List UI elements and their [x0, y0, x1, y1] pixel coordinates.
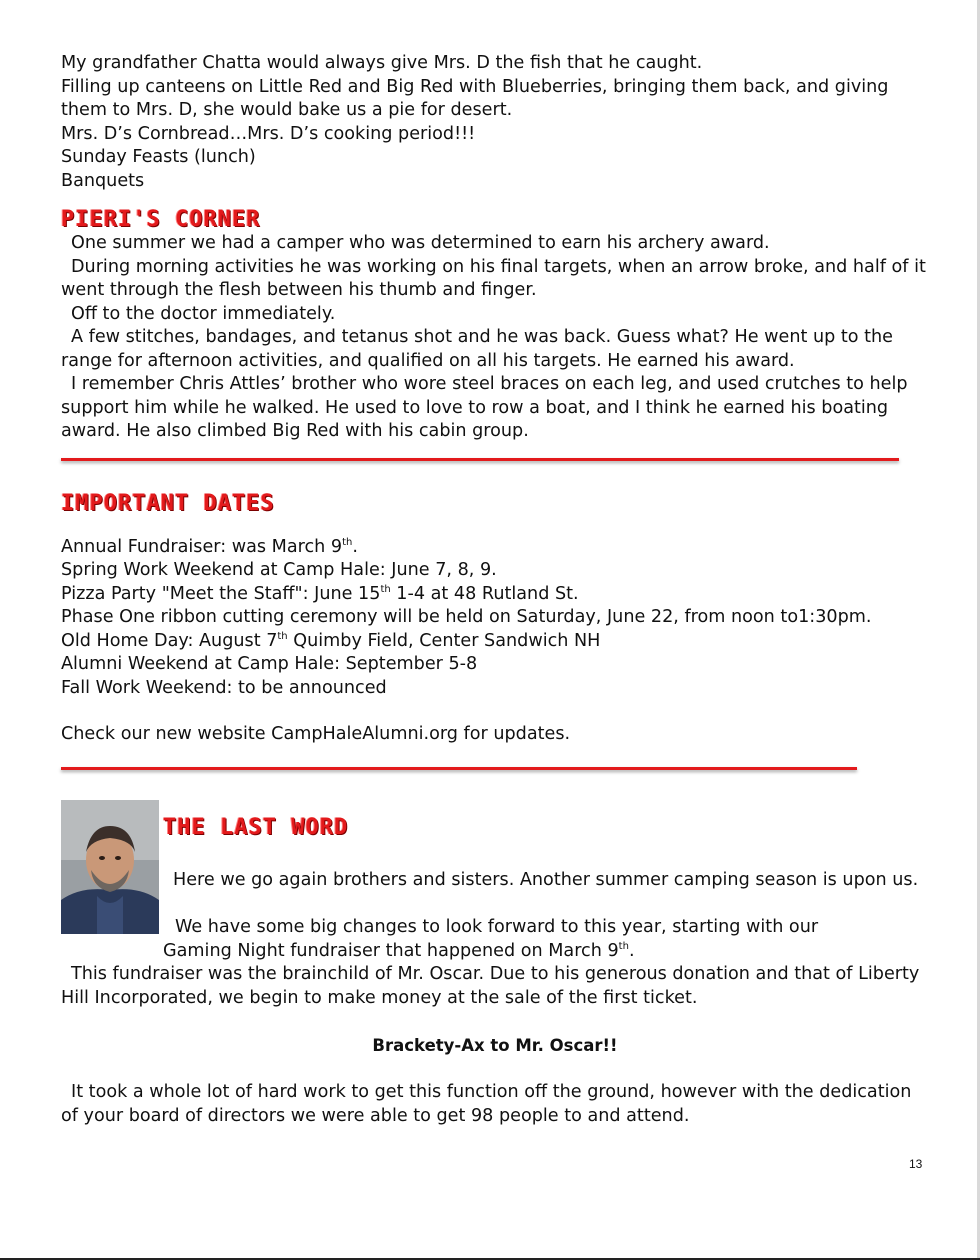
text-line: My grandfather Chatta would always give Mrs. D the fish that he caught. [61, 53, 703, 73]
text-line: Filling up canteens on Little Red and Big Red with Blueberries, bringing them back, and giving them to Mrs. D, she would bake us a pie for desert. [61, 76, 889, 120]
date-item: Pizza Party "Meet the Staff": June 15th 1-4 at 48 Rutland St. [61, 583, 579, 604]
text-line: Sunday Feasts (lunch) [61, 147, 256, 167]
date-item: Spring Work Weekend at Camp Hale: June 7, 8, 9. [61, 560, 497, 580]
paragraph: Here we go again brothers and sisters. Another summer camping season is upon us. [173, 870, 919, 890]
paragraph: This fundraiser was the brainchild of Mr. Oscar. Due to his generous donation and that of Liberty Hill Incorporated, we begin to make money at the sale of the first ticket. [61, 964, 920, 1008]
date-item: Fall Work Weekend: to be announced [61, 677, 387, 698]
text-line: Banquets [61, 170, 145, 191]
paragraph: A few stitches, bandages, and tetanus shot and he was back. Guess what? He went up to the range for afternoon activities, and qualified on all his targets. He earned his award. [61, 327, 894, 371]
callout-brackety-ax: Brackety-Ax to Mr. Oscar!! [372, 1036, 618, 1055]
section-divider [61, 767, 857, 770]
date-item: Phase One ribbon cutting ceremony will be held on Saturday, June 22, from noon to1:30pm. [61, 607, 872, 627]
text-line: Mrs. D’s Cornbread…Mrs. D’s cooking period!!! [61, 123, 476, 144]
page-content [61, 52, 929, 770]
date-item: Annual Fundraiser: was March 9th. [61, 536, 358, 557]
paragraph: We have some big changes to look forward to this year, starting with our Gaming Night fundraiser that happened on March 9th. [163, 917, 819, 961]
page-number: 13 [909, 1157, 923, 1171]
section-heading-important-dates: IMPORTANT DATES [61, 490, 275, 516]
date-item: Old Home Day: August 7th Quimby Field, Center Sandwich NH [61, 630, 601, 651]
author-photo [61, 800, 159, 934]
paragraph: Off to the doctor immediately. [71, 303, 336, 324]
date-item: Alumni Weekend at Camp Hale: September 5-8 [61, 654, 478, 674]
paragraph: I remember Chris Attles’ brother who wore steel braces on each leg, and used crutches to help support him while he walked. He used to love to row a boat, and I think he earned his boating award. He also climbed Big Red with his cabin group. [61, 374, 908, 441]
paragraph: During morning activities he was working on his final targets, when an arrow broke, and half of it went through the flesh between his thumb and finger. [61, 256, 926, 300]
paragraph: It took a whole lot of hard work to get this function off the ground, however with the dedication of your board of directors we were able to get 98 people to and attend. [61, 1082, 912, 1126]
website-note: Check our new website CampHaleAlumni.org for updates. [61, 724, 571, 744]
section-divider [61, 458, 899, 461]
portrait-image [61, 800, 159, 934]
section-heading-the-last-word: THE LAST WORD [163, 815, 349, 840]
section-heading-pieris-corner: PIERI'S CORNER [61, 207, 261, 232]
paragraph: One summer we had a camper who was determined to earn his archery award. [71, 233, 770, 253]
